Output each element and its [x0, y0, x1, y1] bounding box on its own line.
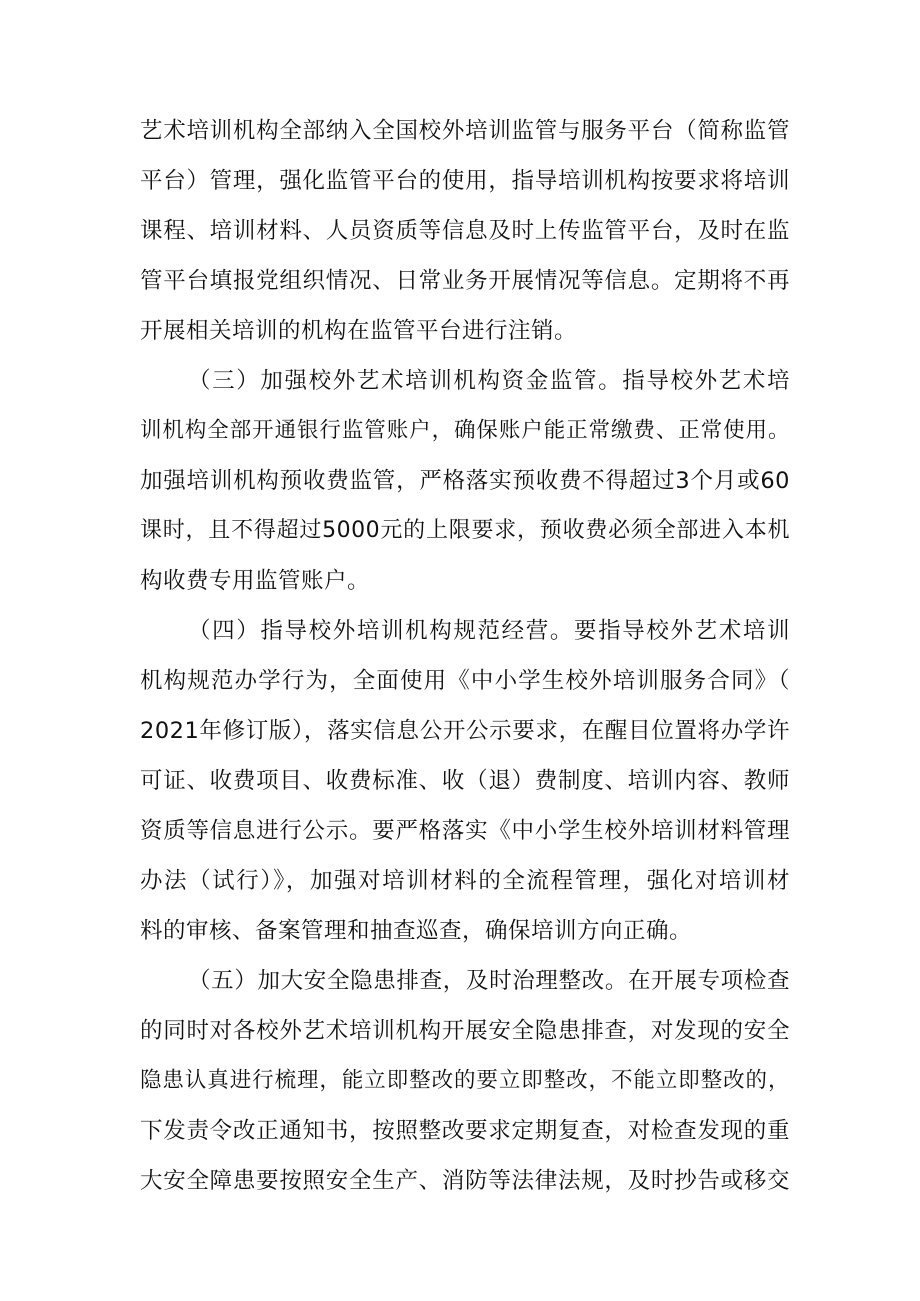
text-line-7: 训机构全部开通银行监管账户，确保账户能正常缴费、正常使用。: [140, 418, 790, 443]
text-line-16: 办法（试行）》，加强对培训材料的全流程管理，强化对培训材: [140, 868, 790, 894]
text-line-21: 下发责令改正通知书，按照整改要求定期复查，对检查发现的重: [140, 1118, 790, 1144]
text-line-3: 课程、培训材料、人员资质等信息及时上传监管平台，及时在监: [140, 218, 790, 244]
text-line-13: 2021年修订版），落实信息公开公示要求，在醒目位置将办学许: [140, 718, 790, 744]
text-line-12: 机构规范办学行为，全面使用《中小学生校外培训服务合同》（: [140, 668, 790, 694]
text-line-17: 料的审核、备案管理和抽查巡查，确保培训方向正确。: [140, 918, 693, 944]
text-line-22: 大安全障患要按照安全生产、消防等法律法规，及时抄告或移交: [140, 1168, 790, 1194]
text-line-14: 可证、收费项目、收费标准、收（退）费制度、培训内容、教师: [140, 768, 790, 794]
text-line-15: 资质等信息进行公示。要严格落实《中小学生校外培训材料管理: [140, 818, 790, 844]
section-heading-3: （三）加强校外艺术培训机构资金监管。指导校外艺术培: [188, 368, 790, 394]
text-line-9: 课时，且不得超过5000元的上限要求，预收费必须全部进入本机: [140, 518, 790, 543]
text-line-2: 平台）管理，强化监管平台的使用，指导培训机构按要求将培训: [140, 168, 790, 194]
text-line-20: 隐患认真进行梳理，能立即整改的要立即整改，不能立即整改的，: [140, 1068, 790, 1093]
section-heading-5: （五）加大安全隐患排查，及时治理整改。在开展专项检查: [188, 968, 790, 994]
text-line-19: 的同时对各校外艺术培训机构开展安全隐患排查，对发现的安全: [140, 1018, 790, 1044]
text-line-5: 开展相关培训的机构在监管平台进行注销。: [140, 318, 578, 344]
text-line-8: 加强培训机构预收费监管，严格落实预收费不得超过3个月或60: [140, 468, 790, 494]
section-heading-4: （四）指导校外培训机构规范经营。要指导校外艺术培训: [188, 618, 790, 644]
text-line-4: 管平台填报党组织情况、日常业务开展情况等信息。定期将不再: [140, 268, 790, 294]
text-line-1: 艺术培训机构全部纳入全国校外培训监管与服务平台（简称监管: [140, 118, 790, 144]
text-line-10: 构收费专用监管账户。: [140, 568, 371, 594]
